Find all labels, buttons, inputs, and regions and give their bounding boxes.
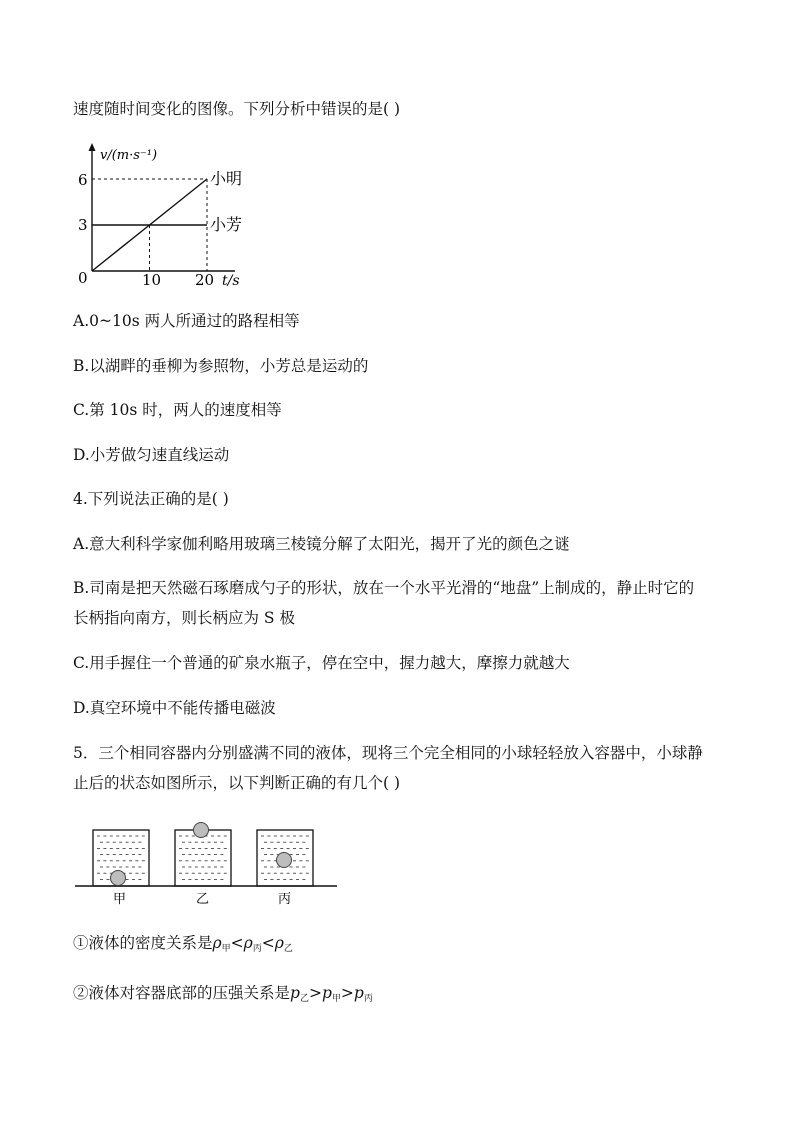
- q4-stem: 4.下列说法正确的是( ): [73, 490, 229, 508]
- series-label-xiaoming: 小明: [210, 169, 243, 188]
- q3-option-a: A.0~10s 两人所通过的路程相等: [73, 312, 300, 330]
- rho-symbol: ρ: [212, 934, 222, 952]
- label-yi: 乙: [196, 892, 210, 907]
- q3-option-d: D.小芳做匀速直线运动: [73, 446, 230, 464]
- q4-option-d: D.真空环境中不能传播电磁波: [73, 699, 276, 717]
- container-yi: [175, 823, 231, 887]
- q5-statement-1: ①液体的密度关系是$\rho_甲<\rho_丙<\rho_乙$: [73, 934, 293, 954]
- q4-option-b-cont: 长柄指向南方，则长柄应为 S 极: [73, 609, 295, 627]
- label-jia: 甲: [113, 892, 127, 907]
- series-label-xiaofang: 小芳: [210, 215, 243, 234]
- x-axis-label: t/s: [222, 273, 240, 289]
- origin-label: 0: [78, 269, 88, 287]
- q5-stem-line1: 5．三个相同容器内分别盛满不同的液体，现将三个完全相同的小球轻轻放入容器中，小球静: [73, 744, 703, 762]
- q3-option-b: B.以湖畔的垂柳为参照物，小芳总是运动的: [73, 357, 369, 375]
- label-bing: 丙: [278, 892, 292, 907]
- velocity-time-chart: [70, 140, 260, 290]
- x-tick-label-20: 20: [195, 271, 215, 289]
- container-jia: [93, 830, 149, 886]
- ball-yi: [194, 823, 209, 838]
- y-axis-arrow: [89, 143, 96, 151]
- ball-bing: [277, 853, 292, 868]
- q4-option-b: B.司南是把天然磁石琢磨成勺子的形状，放在一个水平光滑的“地盘”上制成的，静止时它的: [73, 579, 695, 597]
- q5-stem-line2: 止后的状态如图所示，以下判断正确的有几个( ): [73, 774, 401, 792]
- q4-option-a: A.意大利科学家伽利略用玻璃三棱镜分解了太阳光，揭开了光的颜色之谜: [73, 535, 570, 553]
- y-tick-label-6: 6: [78, 171, 88, 189]
- x-tick-label-10: 10: [142, 271, 162, 289]
- q4-option-c: C.用手握住一个普通的矿泉水瓶子，停在空中，握力越大，摩擦力就越大: [73, 654, 570, 672]
- containers-figure: [75, 818, 340, 908]
- q3-option-c: C.第 10s 时，两人的速度相等: [73, 401, 282, 419]
- q3-stem-tail: 速度随时间变化的图像。下列分析中错误的是( ): [73, 100, 401, 118]
- ball-jia: [111, 871, 126, 886]
- y-tick-label-3: 3: [78, 216, 88, 234]
- q5-statement-2: ②液体对容器底部的压强关系是$p_乙>p_甲>p_丙$: [73, 984, 373, 1004]
- container-bing: [257, 830, 313, 886]
- y-axis-label: v/(m·s⁻¹): [100, 148, 158, 163]
- p-symbol: p: [290, 984, 300, 1002]
